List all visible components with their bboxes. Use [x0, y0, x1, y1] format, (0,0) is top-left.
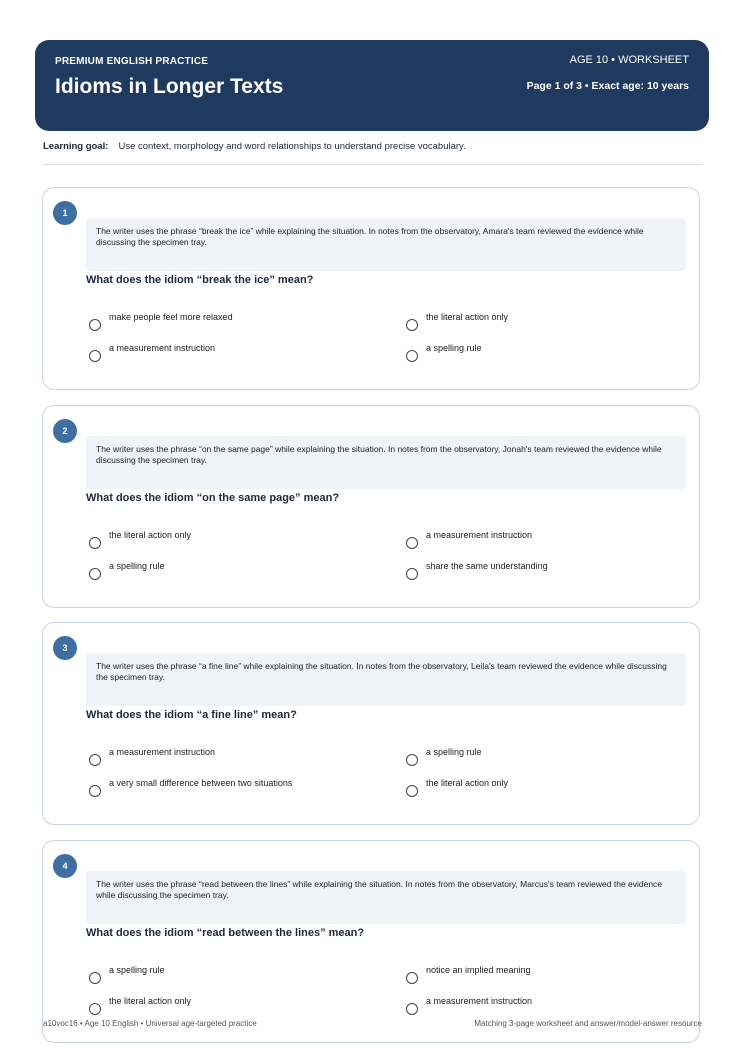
option-radio[interactable] — [406, 972, 418, 984]
option-label: a measurement instruction — [109, 747, 216, 757]
option-radio[interactable] — [89, 972, 101, 984]
learning-goal — [43, 141, 466, 152]
option-radio[interactable] — [89, 319, 101, 331]
question-passage: The writer uses the phrase “break the ice” while explaining the situation. In notes from the observatory, Amara's team reviewed the evidence while discussing the specimen tray. — [86, 218, 686, 271]
question-number-badge: 4 — [53, 854, 77, 878]
option-label: a measurement instruction — [426, 530, 533, 540]
page-info: Page 1 of 3 • Exact age: 10 years — [526, 80, 689, 92]
worksheet-header — [35, 40, 709, 131]
option-radio[interactable] — [406, 568, 418, 580]
option-radio[interactable] — [89, 754, 101, 766]
option-label: notice an implied meaning — [426, 965, 531, 975]
question-prompt: What does the idiom “break the ice” mean? — [86, 274, 314, 286]
option-radio[interactable] — [89, 1003, 101, 1015]
option-label: make people feel more relaxed — [109, 312, 233, 322]
option-radio[interactable] — [89, 537, 101, 549]
brand-label: PREMIUM ENGLISH PRACTICE — [55, 56, 209, 67]
question-prompt: What does the idiom “read between the lines” mean? — [86, 927, 365, 939]
option-radio[interactable] — [406, 754, 418, 766]
question-prompt: What does the idiom “on the same page” mean? — [86, 492, 340, 504]
option-radio[interactable] — [406, 319, 418, 331]
option-radio[interactable] — [406, 785, 418, 797]
option-label: a spelling rule — [426, 343, 482, 353]
option-label: a measurement instruction — [109, 343, 216, 353]
worksheet-title: Idioms in Longer Texts — [55, 75, 284, 98]
question-passage: The writer uses the phrase “on the same page” while explaining the situation. In notes from the observatory, Jonah's team reviewed the evidence while discussing the specimen tray. — [86, 436, 686, 489]
option-label: a spelling rule — [109, 561, 165, 571]
option-label: the literal action only — [109, 530, 192, 540]
question-number-badge: 3 — [53, 636, 77, 660]
option-label: a spelling rule — [109, 965, 165, 975]
question-card-4 — [42, 840, 700, 1043]
learning-goal-text: Use context, morphology and word relationships to understand precise vocabulary. — [118, 141, 466, 152]
option-label: a measurement instruction — [426, 996, 533, 1006]
learning-goal-label: Learning goal: — [43, 141, 109, 152]
footer-right: Matching 3-page worksheet and answer/model-answer resource — [474, 1019, 702, 1028]
option-radio[interactable] — [406, 1003, 418, 1015]
option-radio[interactable] — [89, 350, 101, 362]
option-radio[interactable] — [406, 350, 418, 362]
question-number-badge: 2 — [53, 419, 77, 443]
option-radio[interactable] — [406, 537, 418, 549]
option-radio[interactable] — [89, 785, 101, 797]
option-label: a spelling rule — [426, 747, 482, 757]
footer-left: a10voc16 • Age 10 English • Universal age-targeted practice — [43, 1019, 257, 1028]
option-radio[interactable] — [89, 568, 101, 580]
option-label: the literal action only — [426, 778, 509, 788]
question-card-2 — [42, 405, 700, 608]
option-label: the literal action only — [109, 996, 192, 1006]
age-tag: AGE 10 • WORKSHEET — [569, 54, 689, 66]
question-card-1 — [42, 187, 700, 390]
question-prompt: What does the idiom “a fine line” mean? — [86, 709, 297, 721]
question-passage: The writer uses the phrase “a fine line” while explaining the situation. In notes from the observatory, Leila's team reviewed the evidence while discussing the specimen tray. — [86, 653, 686, 706]
option-label: the literal action only — [426, 312, 509, 322]
option-label: share the same understanding — [426, 561, 548, 571]
question-card-3 — [42, 622, 700, 825]
question-number-badge: 1 — [53, 201, 77, 225]
option-label: a very small difference between two situations — [109, 778, 293, 788]
divider — [43, 164, 702, 165]
question-passage: The writer uses the phrase “read between the lines” while explaining the situation. In notes from the observatory, Marcus's team reviewed the evidence while discussing the specimen tray. — [86, 871, 686, 924]
